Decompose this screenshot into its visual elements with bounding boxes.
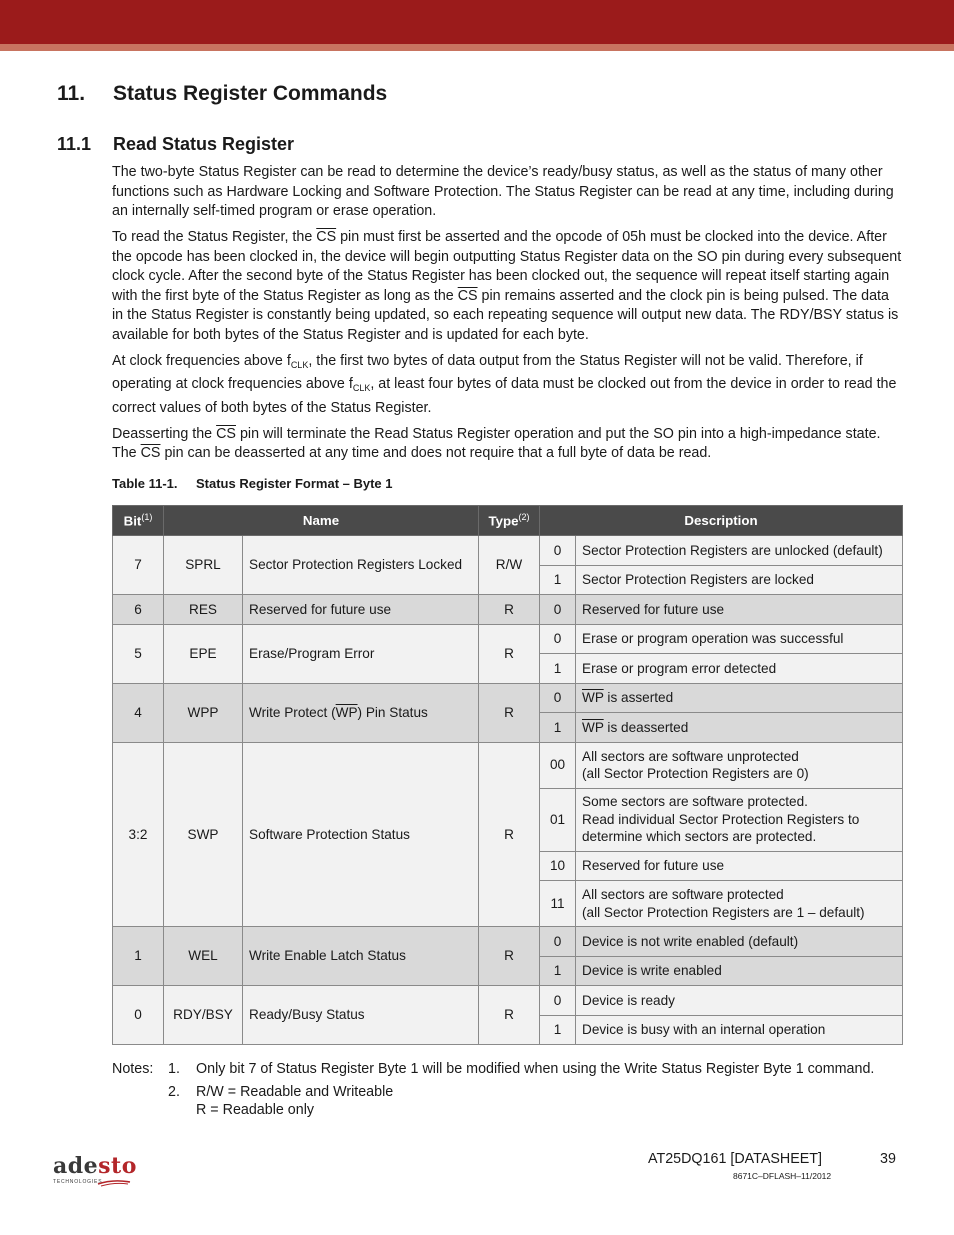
footer-title: AT25DQ161 [DATASHEET] <box>648 1151 822 1167</box>
value-cell: 0 <box>540 624 576 654</box>
description-cell: Erase or program error detected <box>576 654 903 684</box>
paragraph-2 <box>112 228 902 345</box>
section-number: 11. <box>57 82 86 105</box>
subsection-heading <box>57 134 294 155</box>
name-cell: Erase/Program Error <box>243 624 479 683</box>
table-row <box>113 536 903 566</box>
wp-signal: $\overline{WP}$ <box>582 719 604 735</box>
table-title: Status Register Format – Byte 1 <box>196 476 393 491</box>
name-cell: Sector Protection Registers Locked <box>243 536 479 595</box>
abbr-cell: SPRL <box>164 536 243 595</box>
type-cell: R/W <box>479 536 540 595</box>
paragraph-4-text-a: Deasserting the <box>112 425 217 442</box>
description-cell: Sector Protection Registers are locked <box>576 565 903 595</box>
body-text <box>112 163 902 470</box>
bit-cell: 1 <box>113 927 164 986</box>
type-cell: R <box>479 742 540 927</box>
abbr-cell: WPP <box>164 683 243 742</box>
table-row <box>113 683 903 713</box>
value-cell: 0 <box>540 595 576 625</box>
value-cell: 0 <box>540 986 576 1016</box>
note-1 <box>112 1060 874 1078</box>
table-number: Table 11-1. <box>112 476 178 491</box>
notes-label: Notes: <box>112 1061 154 1077</box>
paragraph-3-text-a: At clock frequencies above f <box>112 352 291 369</box>
paragraph-3-text-b: , the first two bytes of data output from the Status Register will not be valid. Therefore, if operating at clock frequencies above f <box>112 352 863 392</box>
table-row <box>113 927 903 957</box>
note-index: 1. <box>168 1061 180 1077</box>
bit-cell: 4 <box>113 683 164 742</box>
abbr-cell: SWP <box>164 742 243 927</box>
table-row <box>113 624 903 654</box>
value-cell: 11 <box>540 881 576 927</box>
description-cell: $\overline{WP}$ is deasserted <box>576 713 903 743</box>
name-cell: Ready/Busy Status <box>243 986 479 1045</box>
header-description: Description <box>540 506 903 536</box>
section-title: Status Register Commands <box>113 82 388 105</box>
description-cell: Reserved for future use <box>576 595 903 625</box>
bit-cell: 0 <box>113 986 164 1045</box>
name-cell: Write Enable Latch Status <box>243 927 479 986</box>
description-cell: Reserved for future use <box>576 851 903 881</box>
value-cell: 1 <box>540 713 576 743</box>
header-bar <box>0 0 954 44</box>
subsection-number: 11.1 <box>57 134 92 154</box>
value-cell: 0 <box>540 683 576 713</box>
paragraph-3 <box>112 352 902 419</box>
paragraph-4 <box>112 425 902 464</box>
paragraph-2-text-c: pin remains asserted and the clock pin is being pulsed. The data in the Status Register is constantly being updated, so each repeating sequence will output new data. The RDY/BSY status is available for both bytes of the Status Register and is updated for each byte. <box>112 287 899 343</box>
name-cell: Software Protection Status <box>243 742 479 927</box>
status-register-table <box>112 505 903 1045</box>
paragraph-1: The two-byte Status Register can be read to determine the device’s ready/busy status, as well as the status of many other functions such as Hardware Locking and Software Protection. The Status Register can be read at any time, including during an internally self-timed program or erase operation. <box>112 164 894 219</box>
table-caption <box>112 476 393 491</box>
document-code: 8671C–DFLASH–11/2012 <box>733 1171 832 1181</box>
table-row <box>113 986 903 1016</box>
value-cell: 1 <box>540 956 576 986</box>
fclk-subscript: CLK <box>352 383 371 393</box>
logo-swoosh-icon <box>97 1179 131 1187</box>
value-cell: 1 <box>540 654 576 684</box>
type-cell: R <box>479 683 540 742</box>
type-cell: R <box>479 986 540 1045</box>
description-cell: Sector Protection Registers are unlocked (default) <box>576 536 903 566</box>
logo-wordmark: adesto <box>53 1153 137 1179</box>
note-text: R/W = Readable and Writeable R = Readable only <box>196 1084 394 1118</box>
abbr-cell: RES <box>164 595 243 625</box>
header-bar-accent <box>0 44 954 51</box>
paragraph-2-text-a: To read the Status Register, the <box>112 229 317 245</box>
table-row <box>113 742 903 788</box>
description-cell: Device is ready <box>576 986 903 1016</box>
bit-cell: 5 <box>113 624 164 683</box>
wp-signal: $\overline{WP}$ <box>582 690 604 705</box>
paragraph-4-text-b: pin will terminate the Read Status Register operation and put the SO pin into a high-impedance state. The <box>112 425 881 461</box>
value-cell: 0 <box>540 536 576 566</box>
abbr-cell: RDY/BSY <box>164 986 243 1045</box>
paragraph-3-text-c: , at least four bytes of data must be clocked out from the device in order to read the correct values of both bytes of the Status Register. <box>112 376 897 416</box>
bit-cell: 6 <box>113 595 164 625</box>
description-cell: $\overline{WP}$ is asserted <box>576 683 903 713</box>
note-index: 2. <box>168 1084 180 1100</box>
subsection-title: Read Status Register <box>113 134 295 154</box>
value-cell: 0 <box>540 927 576 957</box>
cs-signal: $\overline{CS}$ <box>316 229 337 245</box>
cs-signal: $\overline{CS}$ <box>216 425 236 442</box>
description-cell: Erase or program operation was successful <box>576 624 903 654</box>
page-number: 39 <box>880 1151 896 1167</box>
note-text: Only bit 7 of Status Register Byte 1 will be modified when using the Write Status Register Byte 1 command. <box>196 1061 875 1077</box>
name-cell: Reserved for future use <box>243 595 479 625</box>
description-cell: All sectors are software protected (all Sector Protection Registers are 1 – default) <box>576 881 903 927</box>
name-cell: Write Protect $(\overline{WP})$ Pin Status <box>243 683 479 742</box>
header-type: Type$^{(2)}$ <box>479 506 540 536</box>
header-bit: Bit$^{(1)}$ <box>113 506 164 536</box>
table-notes <box>112 1060 874 1124</box>
abbr-cell: EPE <box>164 624 243 683</box>
table-row <box>113 595 903 625</box>
note-2 <box>112 1083 874 1119</box>
logo-tagline: TECHNOLOGIES <box>53 1179 103 1185</box>
cs-signal: $\overline{CS}$ <box>140 445 161 461</box>
value-cell: 01 <box>540 788 576 851</box>
value-cell: 10 <box>540 851 576 881</box>
bit-cell: 7 <box>113 536 164 595</box>
description-cell: Device is busy with an internal operation <box>576 1015 903 1045</box>
description-cell: Device is not write enabled (default) <box>576 927 903 957</box>
type-cell: R <box>479 595 540 625</box>
type-cell: R <box>479 927 540 986</box>
value-cell: 1 <box>540 565 576 595</box>
paragraph-4-text-c: pin can be deasserted at any time and does not require that a full byte of data be read. <box>160 445 712 461</box>
table-header-row <box>113 506 903 536</box>
bit-cell: 3:2 <box>113 742 164 927</box>
type-cell: R <box>479 624 540 683</box>
value-cell: 00 <box>540 742 576 788</box>
description-cell: Device is write enabled <box>576 956 903 986</box>
cs-signal: $\overline{CS}$ <box>457 287 478 304</box>
header-name: Name <box>164 506 479 536</box>
fclk-subscript: CLK <box>290 359 309 370</box>
paragraph-2-text-b: pin must first be asserted and the opcode of 05h must be clocked into the device. After the opcode has been clocked in, the device will begin outputting Status Register data on the SO pin during every subsequent clock cycle. After the second byte of the Status Register has been clocked out, the sequence will repeat itself starting again with the first byte of the Status Register as long as the <box>112 229 902 304</box>
wp-signal: $\overline{WP}$ <box>335 704 358 720</box>
abbr-cell: WEL <box>164 927 243 986</box>
adesto-logo <box>53 1154 137 1185</box>
value-cell: 1 <box>540 1015 576 1045</box>
description-cell: Some sectors are software protected. Read individual Sector Protection Registers to determine which sectors are protected. <box>576 788 903 851</box>
section-heading <box>57 82 387 106</box>
description-cell: All sectors are software unprotected (all Sector Protection Registers are 0) <box>576 742 903 788</box>
